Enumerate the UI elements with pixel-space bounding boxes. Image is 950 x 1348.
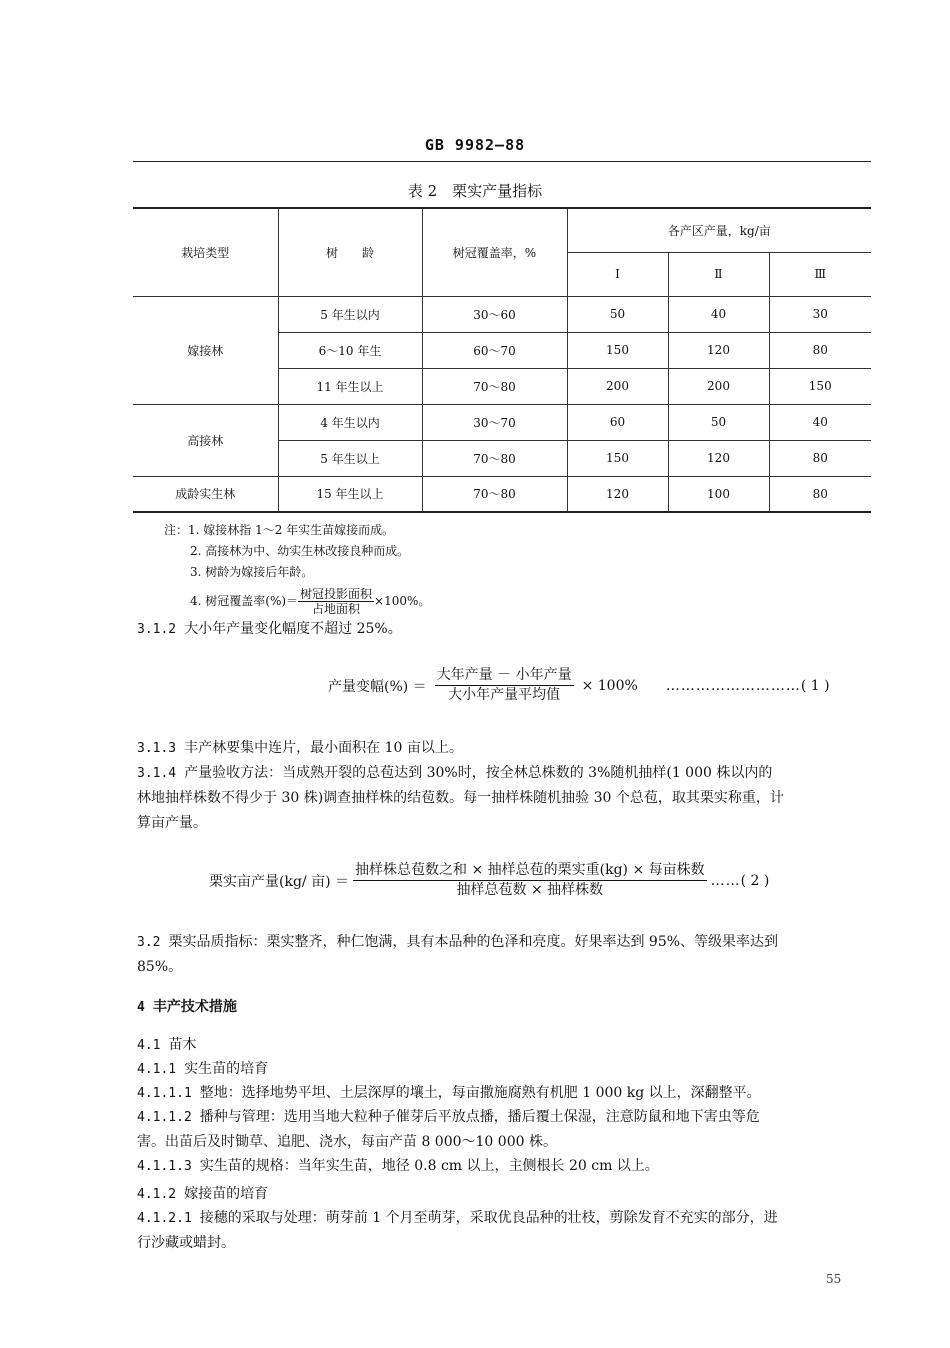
cell-type: 成龄实生林 [133,476,278,512]
table-title: 表 2 栗实产量指标 [407,182,543,200]
header-zone-2: Ⅱ [668,252,769,296]
section-3-1-4: 3.1.4 产量验收方法：当成熟开裂的总苞达到 30%时，按全林总株数的 3%随机抽样(1 000 株以内的 林地抽样株数不得少于 30 株)调查抽样株的结苞数。每一抽样株随机抽验 30 个总苞，取其栗实称重，计 算亩产量。 [137,765,784,831]
note-1: 注：1. 嫁接林指 1～2 年实生苗嫁接而成。 [164,523,395,537]
cell-coverage: 30～70 [422,404,567,440]
section-4-1-1-2: 4.1.1.2 播种与管理：选用当地大粒种子催芽后平放点播，播后覆土保湿，注意防鼠和地下害虫等危 害。出苗后及时锄草、追肥、浇水，每亩产苗 8 000～10 000 株。 [137,1109,760,1150]
cell-coverage: 60～70 [422,332,567,368]
cell-zone-3: 80 [769,440,871,476]
section-4-1-1: 4.1.1 实生苗的培育 [137,1061,269,1077]
section-4-1-2: 4.1.2 嫁接苗的培育 [137,1186,269,1202]
cell-zone-1: 200 [567,368,668,404]
page-number: 55 [826,1272,842,1286]
cell-coverage: 30～60 [422,296,567,332]
eq2-leader-dots: …… [710,872,741,889]
standard-code-header: GB 9982—88 [424,136,526,154]
cell-type: 高接林 [133,404,278,476]
cell-zone-3: 80 [769,476,871,512]
table-row [133,476,871,512]
eq1-lhs: 产量变幅(%) ＝ [328,678,427,695]
cell-zone-1: 150 [567,332,668,368]
cell-zone-2: 100 [668,476,769,512]
eq1-fraction: $\frac{\text{大年产量 － 小年产量}}{\text{大小年产量平均值}}$ [436,667,572,703]
table-row [133,404,871,440]
header-zone-3: Ⅲ [769,252,871,296]
cell-age: 6～10 年生 [278,332,422,368]
cell-coverage: 70～80 [422,368,567,404]
note-2: 2. 高接林为中、幼实生林改接良种而成。 [190,544,410,558]
eq2-lhs: 栗实亩产量(kg/ 亩) ＝ [209,873,349,890]
cell-age: 5 年生以内 [278,296,422,332]
eq1-leader-dots: ……………………… [665,677,801,694]
header-zone-1: Ⅰ [567,252,668,296]
cell-age: 5 年生以上 [278,440,422,476]
section-4-heading: 4 丰产技术措施 [137,999,237,1015]
cell-zone-2: 40 [668,296,769,332]
cell-type: 嫁接林 [133,296,278,404]
cell-zone-2: 120 [668,332,769,368]
section-4-1-1-3: 4.1.1.3 实生苗的规格：当年实生苗，地径 0.8 cm 以上，主侧根长 20 cm 以上。 [137,1158,659,1174]
cell-zone-2: 120 [668,440,769,476]
cell-age: 4 年生以内 [278,404,422,440]
header-cultivation-type: 栽培类型 [133,208,278,296]
eq2-number: ( 2 ) [740,872,770,889]
cell-zone-1: 120 [567,476,668,512]
cell-zone-2: 50 [668,404,769,440]
eq1-number: ( 1 ) [800,677,830,694]
section-3-1-2: 3.1.2 大小年产量变化幅度不超过 25%。 [137,621,402,637]
cell-zone-3: 150 [769,368,871,404]
section-3-1-3: 3.1.3 丰产林要集中连片，最小面积在 10 亩以上。 [137,740,463,756]
cell-zone-2: 200 [668,368,769,404]
cell-age: 15 年生以上 [278,476,422,512]
equation-2 [209,861,769,900]
cell-zone-1: 150 [567,440,668,476]
section-4-1-1-1: 4.1.1.1 整地：选择地势平坦、土层深厚的壤土，每亩撒施腐熟有机肥 1 000 kg 以上，深翻整平。 [137,1085,761,1101]
section-4-1: 4.1 苗木 [137,1037,197,1053]
note-label: 注： [164,523,189,537]
cell-zone-1: 50 [567,296,668,332]
coverage-fraction: $\frac{\text{树冠投影面积}}{\text{占地面积}}$ [300,587,373,616]
table-notes [164,520,430,616]
note-3: 3. 树龄为嫁接后年龄。 [190,565,314,579]
note-4: 4. 树冠覆盖率(%)＝ $\frac{\text{树冠投影面积}}{\text{占地面积}}$ ×100%。 [190,587,431,616]
eq1-mult: × 100% [581,677,638,694]
cell-zone-3: 40 [769,404,871,440]
cell-coverage: 70～80 [422,440,567,476]
table-row [133,296,871,332]
header-tree-age: 树 龄 [278,208,422,296]
cell-zone-3: 80 [769,332,871,368]
section-4-1-2-1: 4.1.2.1 接穗的采取与处理：萌芽前 1 个月至萌芽，采取优良品种的壮枝，剪除发育不充实的部分，进 行沙藏或蜡封。 [137,1210,778,1251]
section-3-2: 3.2 栗实品质指标：栗实整齐，种仁饱满，具有本品种的色泽和亮度。好果率达到 95%、等级果率达到 85%。 [137,934,779,975]
eq2-fraction: $\frac{\text{抽样株总苞数之和 × 抽样总苞的栗实重(kg) × 每亩株数}}{\text{抽样总苞数 × 抽样株数}}$ [355,862,705,898]
equation-1 [328,666,830,705]
header-canopy-coverage: 树冠覆盖率，% [422,208,567,296]
cell-zone-3: 30 [769,296,871,332]
cell-coverage: 70～80 [422,476,567,512]
cell-age: 11 年生以上 [278,368,422,404]
cell-zone-1: 60 [567,404,668,440]
header-rule [133,161,871,162]
yield-table [133,207,871,513]
header-yield-by-zone: 各产区产量，kg/亩 [567,208,871,252]
